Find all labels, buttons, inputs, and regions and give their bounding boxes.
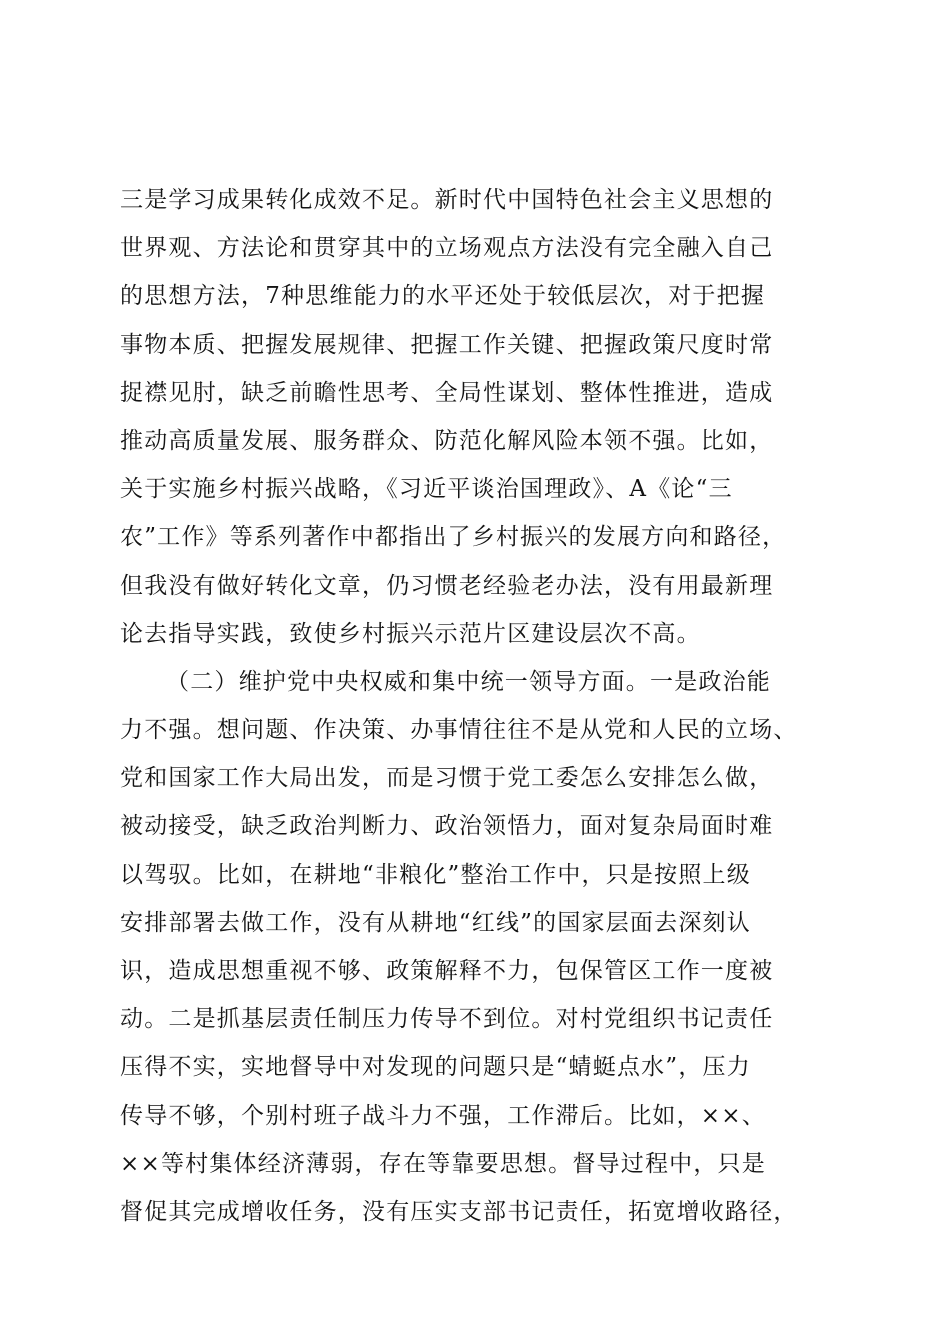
text-line: 以驾驭。比如，在耕地“非粮化”整治工作中，只是按照上级 [120,861,751,888]
text-line: 识，造成思想重视不够、政策解释不力，包保管区工作一度被 [120,958,774,984]
text-line: 推动高质量发展、服务群众、防范化解风险本领不强。比如， [120,427,774,454]
text-line: 论去指导实践，致使乡村振兴示范片区建设层次不高。 [120,620,701,647]
text-line: 传导不够，个别村班子战斗力不强，工作滞后。比如，××、 [120,1102,766,1129]
text-line: 世界观、方法论和贯穿其中的立场观点方法没有完全融入自己 [120,235,774,262]
text-line: 事物本质、把握发展规律、把握工作关键、把握政策尺度时常 [120,331,774,358]
section-heading-line: （二）维护党中央权威和集中统一领导方面。一是政治能 [166,668,771,695]
text-line: 但我没有做好转化文章，仍习惯老经验老办法，没有用最新理 [120,572,774,599]
text-line: ××等村集体经济薄弱，存在等靠要思想。督导过程中，只是 [120,1150,766,1177]
text-line: 力不强。想问题、作决策、办事情往往不是从党和人民的立场、 [120,717,798,744]
text-line: 捉襟见肘，缺乏前瞻性思考、全局性谋划、整体性推进，造成 [120,379,774,406]
text-line: 党和国家工作大局出发，而是习惯于党工委怎么安排怎么做， [120,765,774,792]
text-line: 关于实施乡村振兴战略，《习近平谈治国理政》、A《论“三 [120,476,733,503]
text-line: 安排部署去做工作，没有从耕地“红线”的国家层面去深刻认 [120,909,751,936]
body-text [120,176,840,1236]
text-line: 农”工作》等系列著作中都指出了乡村振兴的发展方向和路径， [120,524,787,551]
text-line: 的思想方法，7种思维能力的水平还处于较低层次，对于把握 [120,283,766,310]
text-line: 督促其完成增收任务，没有压实支部书记责任，拓宽增收路径， [120,1198,798,1225]
text-line: 三是学习成果转化成效不足。新时代中国特色社会主义思想的 [120,187,774,213]
text-line: 被动接受，缺乏政治判断力、政治领悟力，面对复杂局面时难 [120,813,774,840]
text-line: 动。二是抓基层责任制压力传导不到位。对村党组织书记责任 [120,1006,774,1033]
text-line: 压得不实，实地督导中对发现的问题只是“蜻蜓点水”，压力 [120,1054,751,1081]
